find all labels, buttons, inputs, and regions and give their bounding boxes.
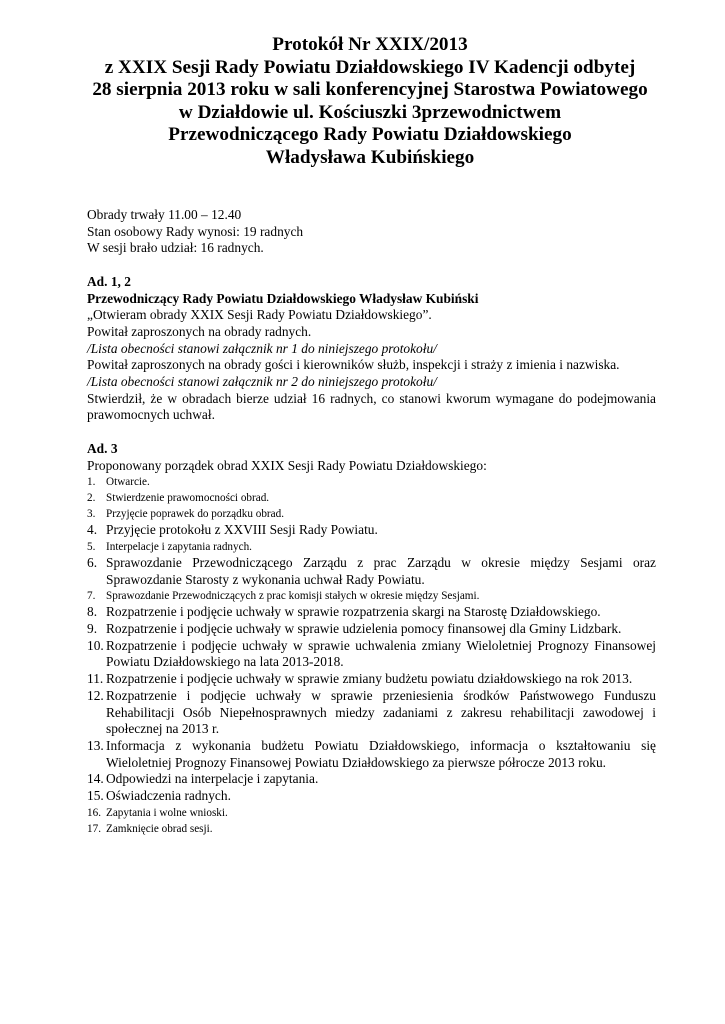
agenda-item-number: 8.	[87, 604, 98, 620]
agenda-item	[87, 638, 656, 671]
agenda-item-number: 1.	[87, 476, 96, 489]
agenda-item-number: 13.	[87, 737, 104, 753]
spacer	[87, 424, 656, 441]
section-heading: Ad. 3	[87, 440, 118, 456]
document-body	[87, 207, 656, 837]
agenda-item	[87, 490, 656, 506]
agenda-item	[87, 474, 656, 490]
agenda-item-number: 11.	[87, 671, 104, 687]
agenda-intro: Proponowany porządek obrad XXIX Sesji Rady Powiatu Działdowskiego:	[87, 457, 487, 473]
agenda-item	[87, 671, 656, 688]
agenda-item-number: 5.	[87, 540, 96, 553]
agenda-item	[87, 821, 656, 837]
agenda-item-number: 17.	[87, 822, 101, 835]
agenda-item-number: 10.	[87, 637, 104, 653]
speaker-name: Przewodniczący Rady Powiatu Działdowskiego Władysław Kubiński	[87, 290, 479, 306]
agenda-item-number: 15.	[87, 788, 104, 804]
agenda-item-text: Rozpatrzenie i podjęcie uchwały w sprawie udzielenia pomocy finansowej dla Gminy Lidzbark.	[106, 621, 622, 637]
agenda-item	[87, 506, 656, 522]
section-heading: Ad. 1, 2	[87, 273, 131, 289]
agenda-item-number: 3.	[87, 508, 96, 521]
agenda-item-text: Otwarcie.	[106, 476, 150, 489]
agenda-item	[87, 788, 656, 805]
agenda-item-text: Sprawozdanie Przewodniczącego Zarządu z prac Zarządu w okresie między Sesjami oraz Sprawozdanie Starosty z wykonania uchwał Rady Powiatu.	[106, 554, 656, 587]
agenda-item-text: Oświadczenia radnych.	[106, 788, 231, 804]
agenda-item	[87, 555, 656, 588]
agenda-item-number: 16.	[87, 806, 101, 819]
paragraph: Stwierdził, że w obradach bierze udział 16 radnych, co stanowi kworum wymagane do podejmowania prawomocnych uchwał.	[87, 390, 656, 423]
agenda-item-number: 7.	[87, 590, 96, 603]
agenda-item	[87, 805, 656, 821]
agenda-item-text: Przyjęcie poprawek do porządku obrad.	[106, 508, 285, 521]
title-line: Protokół Nr XXIX/2013	[272, 34, 468, 55]
title-line: 28 sierpnia 2013 roku w sali konferencyjnej Starostwa Powiatowego	[92, 79, 648, 100]
agenda-item-text: Rozpatrzenie i podjęcie uchwały w sprawie zmiany budżetu powiatu działdowskiego na rok 2013.	[106, 671, 633, 687]
section-ad-1-2	[87, 274, 656, 424]
agenda-item	[87, 621, 656, 638]
document-title	[60, 34, 680, 169]
title-line: w Działdowie ul. Kościuszki 3przewodnictwem	[178, 101, 562, 123]
session-duration: Obrady trwały 11.00 – 12.40	[87, 207, 242, 222]
attendance: W sesji brało udział: 16 radnych.	[87, 240, 264, 256]
agenda-item-text: Zapytania i wolne wnioski.	[106, 806, 228, 819]
agenda-item-number: 2.	[87, 492, 96, 505]
paragraph: „Otwieram obrady XXIX Sesji Rady Powiatu Działdowskiego”.	[87, 307, 432, 323]
agenda-item-text: Rozpatrzenie i podjęcie uchwały w sprawie rozpatrzenia skargi na Starostę Działdowskiego.	[106, 604, 601, 620]
agenda-item-number: 4.	[87, 522, 98, 538]
agenda-list	[87, 474, 656, 837]
paragraph: Powitał zaproszonych na obrady radnych.	[87, 323, 312, 339]
agenda-item	[87, 738, 656, 771]
agenda-item-number: 6.	[87, 554, 98, 570]
agenda-item-text: Odpowiedzi na interpelacje i zapytania.	[106, 771, 319, 787]
agenda-item	[87, 588, 656, 604]
title-line: z XXIX Sesji Rady Powiatu Działdowskiego IV Kadencji odbytej	[104, 56, 636, 78]
title-line: Przewodniczącego Rady Powiatu Działdowskiego	[168, 124, 572, 145]
agenda-item-text: Sprawozdanie Przewodniczących z prac komisji stałych w okresie między Sesjami.	[106, 590, 480, 603]
agenda-item-text: Zamknięcie obrad sesji.	[106, 822, 213, 835]
spacer	[87, 257, 656, 274]
attachment-note: /Lista obecności stanowi załącznik nr 1 do niniejszego protokołu/	[87, 340, 437, 356]
section-ad-3	[87, 441, 656, 837]
agenda-item	[87, 604, 656, 621]
agenda-item	[87, 522, 656, 539]
council-size: Stan osobowy Rady wynosi: 19 radnych	[87, 223, 304, 239]
agenda-item-text: Rozpatrzenie i podjęcie uchwały w sprawie uchwalenia zmiany Wieloletniej Prognozy Finansowej Powiatu Działdowskiego na lata 2013-2018.	[106, 637, 656, 670]
paragraph: Powitał zaproszonych na obrady gości i kierowników służb, inspekcji i straży z imienia i nazwiska.	[87, 357, 620, 373]
title-line: Władysława Kubińskiego	[265, 146, 475, 168]
agenda-item-text: Stwierdzenie prawomocności obrad.	[106, 492, 270, 505]
agenda-item-number: 12.	[87, 687, 104, 703]
agenda-item	[87, 688, 656, 738]
agenda-item-text: Przyjęcie protokołu z XXVIII Sesji Rady Powiatu.	[106, 522, 378, 538]
agenda-item-text: Informacja z wykonania budżetu Powiatu Działdowskiego, informacja o kształtowaniu się Wieloletniej Prognozy Finansowej Powiatu Działdowskiego za pierwsze półrocze 2013 roku.	[106, 737, 656, 770]
agenda-item-text: Interpelacje i zapytania radnych.	[106, 540, 252, 553]
agenda-item	[87, 771, 656, 788]
attachment-note: /Lista obecności stanowi załącznik nr 2 do niniejszego protokołu/	[87, 374, 437, 390]
session-info	[87, 207, 656, 257]
agenda-item-number: 14.	[87, 771, 104, 787]
agenda-item	[87, 539, 656, 555]
agenda-item-text: Rozpatrzenie i podjęcie uchwały w sprawie przeniesienia środków Państwowego Funduszu Rehabilitacji Osób Niepełnosprawnych miedzy zadaniami z zakresu rehabilitacji zawodowej i społecznej na 2013 r.	[106, 687, 656, 737]
agenda-item-number: 9.	[87, 621, 98, 637]
